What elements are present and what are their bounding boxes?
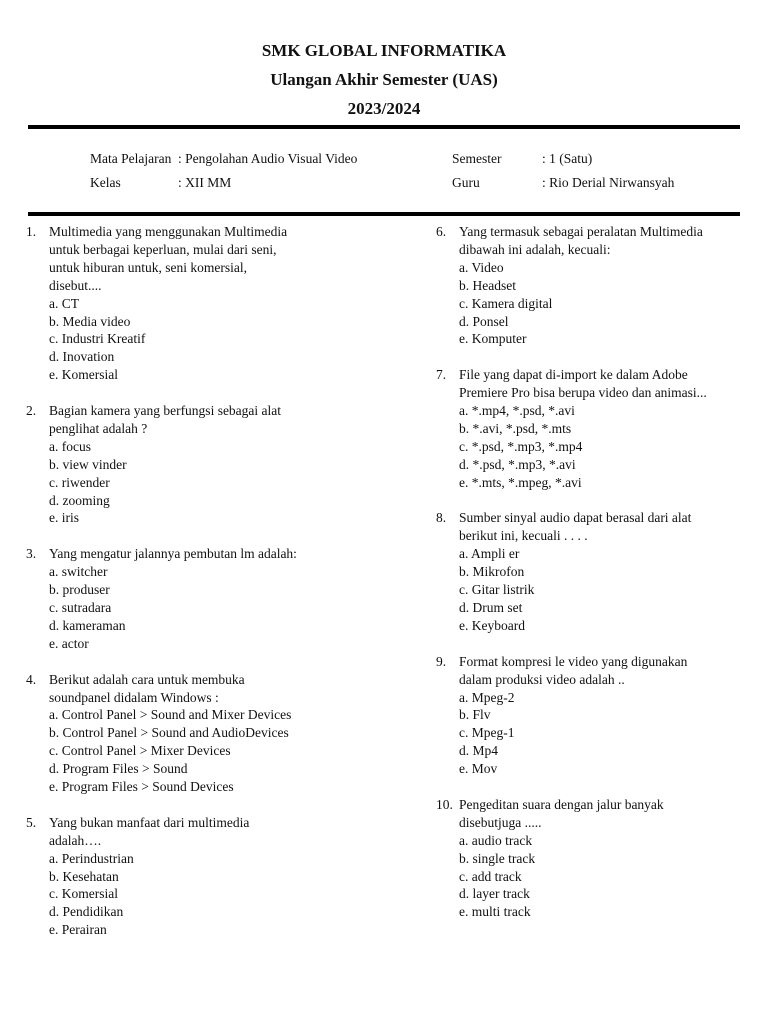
- document-header: [0, 36, 768, 123]
- answer-option: e. iris: [49, 510, 79, 526]
- answer-option: b. Mikrofon: [459, 564, 525, 580]
- answer-option: c. add track: [459, 868, 522, 884]
- question-stem-line: disebutjuga .....: [459, 814, 542, 830]
- answer-option: b. produser: [49, 582, 110, 598]
- question-number: 4.: [26, 671, 37, 687]
- answer-option: e. *.mts, *.mpeg, *.avi: [459, 474, 582, 490]
- question-stem-line: File yang dapat di-import ke dalam Adobe: [459, 367, 688, 383]
- answer-option: c. Mpeg-1: [459, 725, 515, 741]
- answer-option: b. Headset: [459, 277, 516, 293]
- question-number: 9.: [436, 653, 447, 669]
- question-4: [26, 671, 346, 796]
- question-3: [26, 545, 346, 652]
- top-divider: [28, 125, 740, 129]
- answer-option: a. CT: [49, 295, 79, 311]
- answer-option: c. *.psd, *.mp3, *.mp4: [459, 438, 583, 454]
- answer-option: b. Media video: [49, 313, 131, 329]
- question-10: [436, 796, 756, 921]
- question-5: [26, 814, 346, 939]
- question-stem-line: Bagian kamera yang berfungsi sebagai alat: [49, 403, 282, 419]
- question-stem-line: Berikut adalah cara untuk membuka: [49, 671, 245, 687]
- answer-option: a. Ampli er: [459, 546, 520, 562]
- answer-option: c. Industri Kreatif: [49, 331, 146, 347]
- subject-row: [90, 147, 357, 171]
- answer-option: b. Flv: [459, 707, 491, 723]
- answer-option: a. Control Panel > Sound and Mixer Devices: [49, 707, 292, 723]
- question-9: [436, 653, 756, 778]
- answer-option: c. Gitar listrik: [459, 582, 535, 598]
- teacher-row: [452, 171, 674, 195]
- question-body: [459, 366, 756, 491]
- exam-title: Ulangan Akhir Semester (UAS): [270, 70, 498, 89]
- question-stem-line: berikut ini, kecuali . . . .: [459, 528, 588, 544]
- info-divider: [28, 212, 740, 216]
- answer-option: a. audio track: [459, 832, 533, 848]
- question-stem-line: Yang mengatur jalannya pembutan lm adalah:: [49, 546, 297, 562]
- question-1: [26, 223, 346, 384]
- answer-option: d. Mp4: [459, 743, 499, 759]
- question-body: [49, 223, 346, 384]
- subject-label: Mata Pelajaran: [90, 151, 172, 166]
- question-stem-line: Multimedia yang menggunakan Multimedia: [49, 224, 288, 239]
- question-body: [49, 545, 346, 652]
- question-stem-line: dalam produksi video adalah ..: [459, 671, 625, 687]
- answer-option: b. *.avi, *.psd, *.mts: [459, 420, 572, 436]
- question-number: 7.: [436, 367, 447, 383]
- answer-option: a. Mpeg-2: [459, 689, 515, 705]
- answer-option: e. Komputer: [459, 331, 527, 347]
- question-body: [49, 814, 346, 939]
- question-6: [436, 223, 756, 348]
- question-stem-line: soundpanel didalam Windows :: [49, 689, 219, 705]
- question-number: 8.: [436, 510, 447, 526]
- question-2: [26, 402, 346, 527]
- answer-option: a. Video: [459, 259, 504, 275]
- answer-option: a. Perindustrian: [49, 850, 134, 866]
- answer-option: d. Ponsel: [459, 313, 509, 329]
- answer-option: d. kameraman: [49, 617, 126, 633]
- answer-option: e. Keyboard: [459, 617, 525, 633]
- answer-option: a. switcher: [49, 564, 108, 580]
- question-number: 10.: [436, 796, 453, 812]
- answer-option: d. Program Files > Sound: [49, 761, 188, 777]
- question-stem-line: Yang termasuk sebagai peralatan Multimedia: [459, 224, 703, 239]
- answer-option: c. Control Panel > Mixer Devices: [49, 743, 231, 759]
- question-stem-line: dibawah ini adalah, kecuali:: [459, 241, 611, 257]
- answer-option: d. Pendidikan: [49, 904, 124, 920]
- answer-option: a. focus: [49, 438, 91, 454]
- info-left: [90, 147, 357, 195]
- answer-option: c. Komersial: [49, 886, 118, 902]
- school-name: SMK GLOBAL INFORMATIKA: [261, 41, 507, 60]
- question-number: 5.: [26, 814, 37, 830]
- answer-option: c. Kamera digital: [459, 295, 553, 311]
- question-stem-line: adalah….: [49, 832, 102, 848]
- class-value: : XII MM: [178, 175, 232, 190]
- question-stem-line: penglihat adalah ?: [49, 420, 148, 436]
- teacher-label: Guru: [452, 175, 480, 190]
- question-body: [49, 402, 346, 527]
- answer-option: c. sutradara: [49, 600, 112, 615]
- question-stem-line: Pengeditan suara dengan jalur banyak: [459, 796, 664, 812]
- question-body: [459, 796, 756, 921]
- answer-option: e. Mov: [459, 761, 498, 777]
- question-body: [459, 653, 756, 778]
- answer-option: b. Control Panel > Sound and AudioDevices: [49, 725, 289, 741]
- question-stem-line: untuk hiburan untuk, seni komersial,: [49, 259, 247, 275]
- answer-option: d. Inovation: [49, 349, 115, 365]
- semester-value: : 1 (Satu): [542, 151, 593, 166]
- answer-option: d. layer track: [459, 886, 530, 902]
- question-7: [436, 366, 756, 491]
- answer-option: b. Kesehatan: [49, 868, 119, 884]
- question-number: 2.: [26, 403, 37, 419]
- answer-option: e. Perairan: [49, 922, 107, 938]
- semester-row: [452, 147, 674, 171]
- class-row: [90, 171, 357, 195]
- answer-option: d. Drum set: [459, 600, 523, 615]
- answer-option: d. *.psd, *.mp3, *.avi: [459, 456, 576, 472]
- school-year: 2023/2024: [347, 99, 421, 118]
- info-right: [452, 147, 674, 195]
- subject-value: : Pengolahan Audio Visual Video: [178, 151, 358, 166]
- questions-right-column: [436, 223, 756, 939]
- question-stem-line: Sumber sinyal audio dapat berasal dari alat: [459, 510, 692, 526]
- answer-option: e. Komersial: [49, 367, 118, 383]
- answer-option: e. actor: [49, 635, 89, 651]
- answer-option: b. single track: [459, 850, 536, 866]
- question-stem-line: Yang bukan manfaat dari multimedia: [49, 814, 250, 830]
- question-body: [459, 509, 756, 634]
- answer-option: a. *.mp4, *.psd, *.avi: [459, 403, 575, 419]
- question-number: 1.: [26, 224, 37, 239]
- question-stem-line: disebut....: [49, 277, 102, 293]
- question-stem-line: Premiere Pro bisa berupa video dan animasi...: [459, 385, 707, 401]
- question-number: 6.: [436, 224, 447, 239]
- answer-option: e. Program Files > Sound Devices: [49, 779, 234, 795]
- answer-option: b. view vinder: [49, 456, 127, 472]
- question-body: [49, 671, 346, 796]
- semester-label: Semester: [452, 151, 502, 166]
- class-label: Kelas: [90, 175, 121, 190]
- question-stem-line: Format kompresi le video yang digunakan: [459, 653, 688, 669]
- answer-option: c. riwender: [49, 474, 110, 490]
- question-body: [459, 223, 756, 348]
- answer-option: d. zooming: [49, 492, 110, 508]
- questions-left-column: [26, 223, 346, 957]
- question-8: [436, 509, 756, 634]
- question-number: 3.: [26, 546, 37, 562]
- answer-option: e. multi track: [459, 904, 531, 920]
- question-stem-line: untuk berbagai keperluan, mulai dari seni,: [49, 241, 277, 257]
- teacher-value: : Rio Derial Nirwansyah: [542, 175, 675, 190]
